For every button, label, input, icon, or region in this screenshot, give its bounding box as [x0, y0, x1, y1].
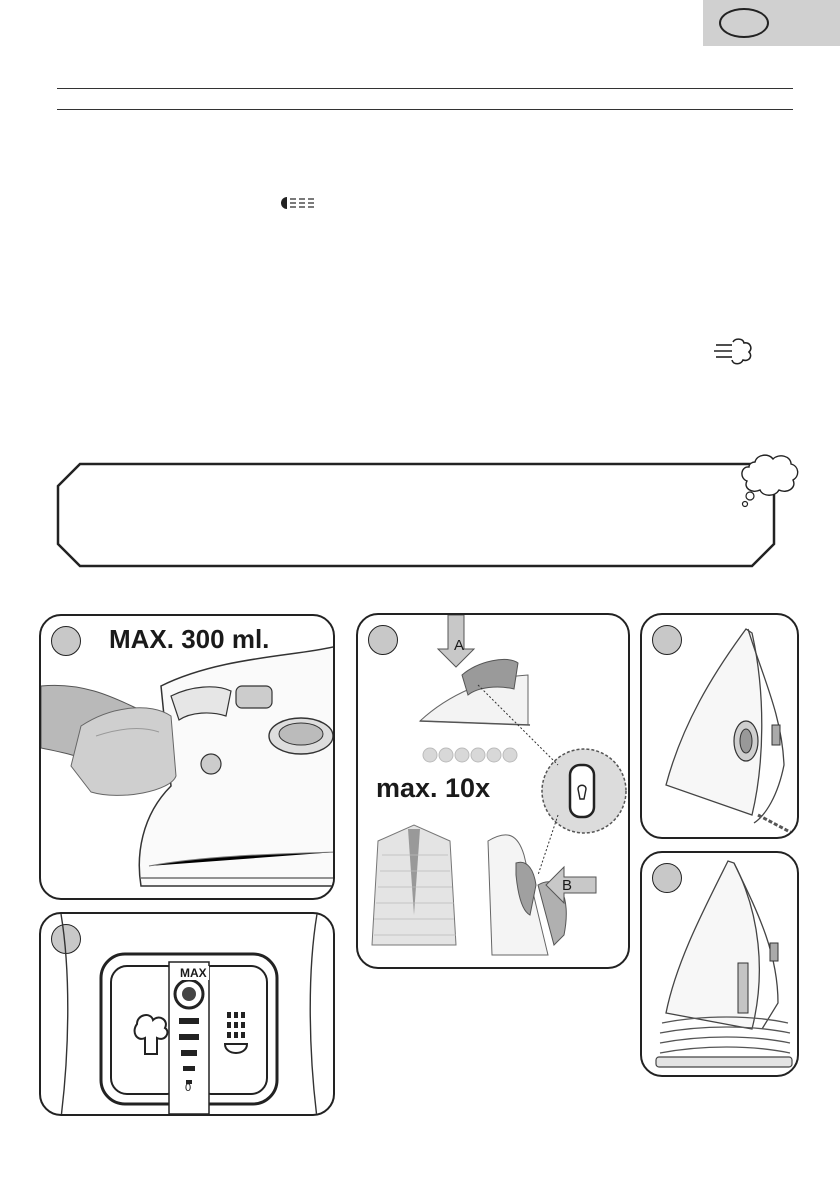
iron-storage-illustration [642, 853, 799, 1077]
language-badge [719, 8, 769, 38]
figure-iron-storage [640, 851, 799, 1077]
figure-steam-burst [356, 613, 630, 969]
note-box [56, 462, 776, 568]
header-rule-bottom [57, 109, 793, 110]
arrow-a-label: A [454, 637, 465, 654]
arrow-b-label: B [562, 877, 573, 894]
steam-mode-icon [281, 196, 315, 210]
figure-iron-upright [640, 613, 799, 839]
figure-water-gauge [39, 912, 335, 1116]
gauge-min-label: 0 [185, 1082, 192, 1094]
header-rule-top [57, 88, 793, 89]
figure-water-fill [39, 614, 335, 900]
thought-bubble-icon [733, 452, 801, 510]
iron-fill-illustration [41, 616, 335, 900]
gauge-max-label: MAX [180, 966, 207, 980]
max-bursts-label: max. 10x [376, 773, 491, 803]
iron-upright-illustration [642, 615, 799, 839]
max-capacity-label: MAX. 300 ml. [109, 624, 270, 654]
steam-burst-icon [713, 336, 757, 366]
